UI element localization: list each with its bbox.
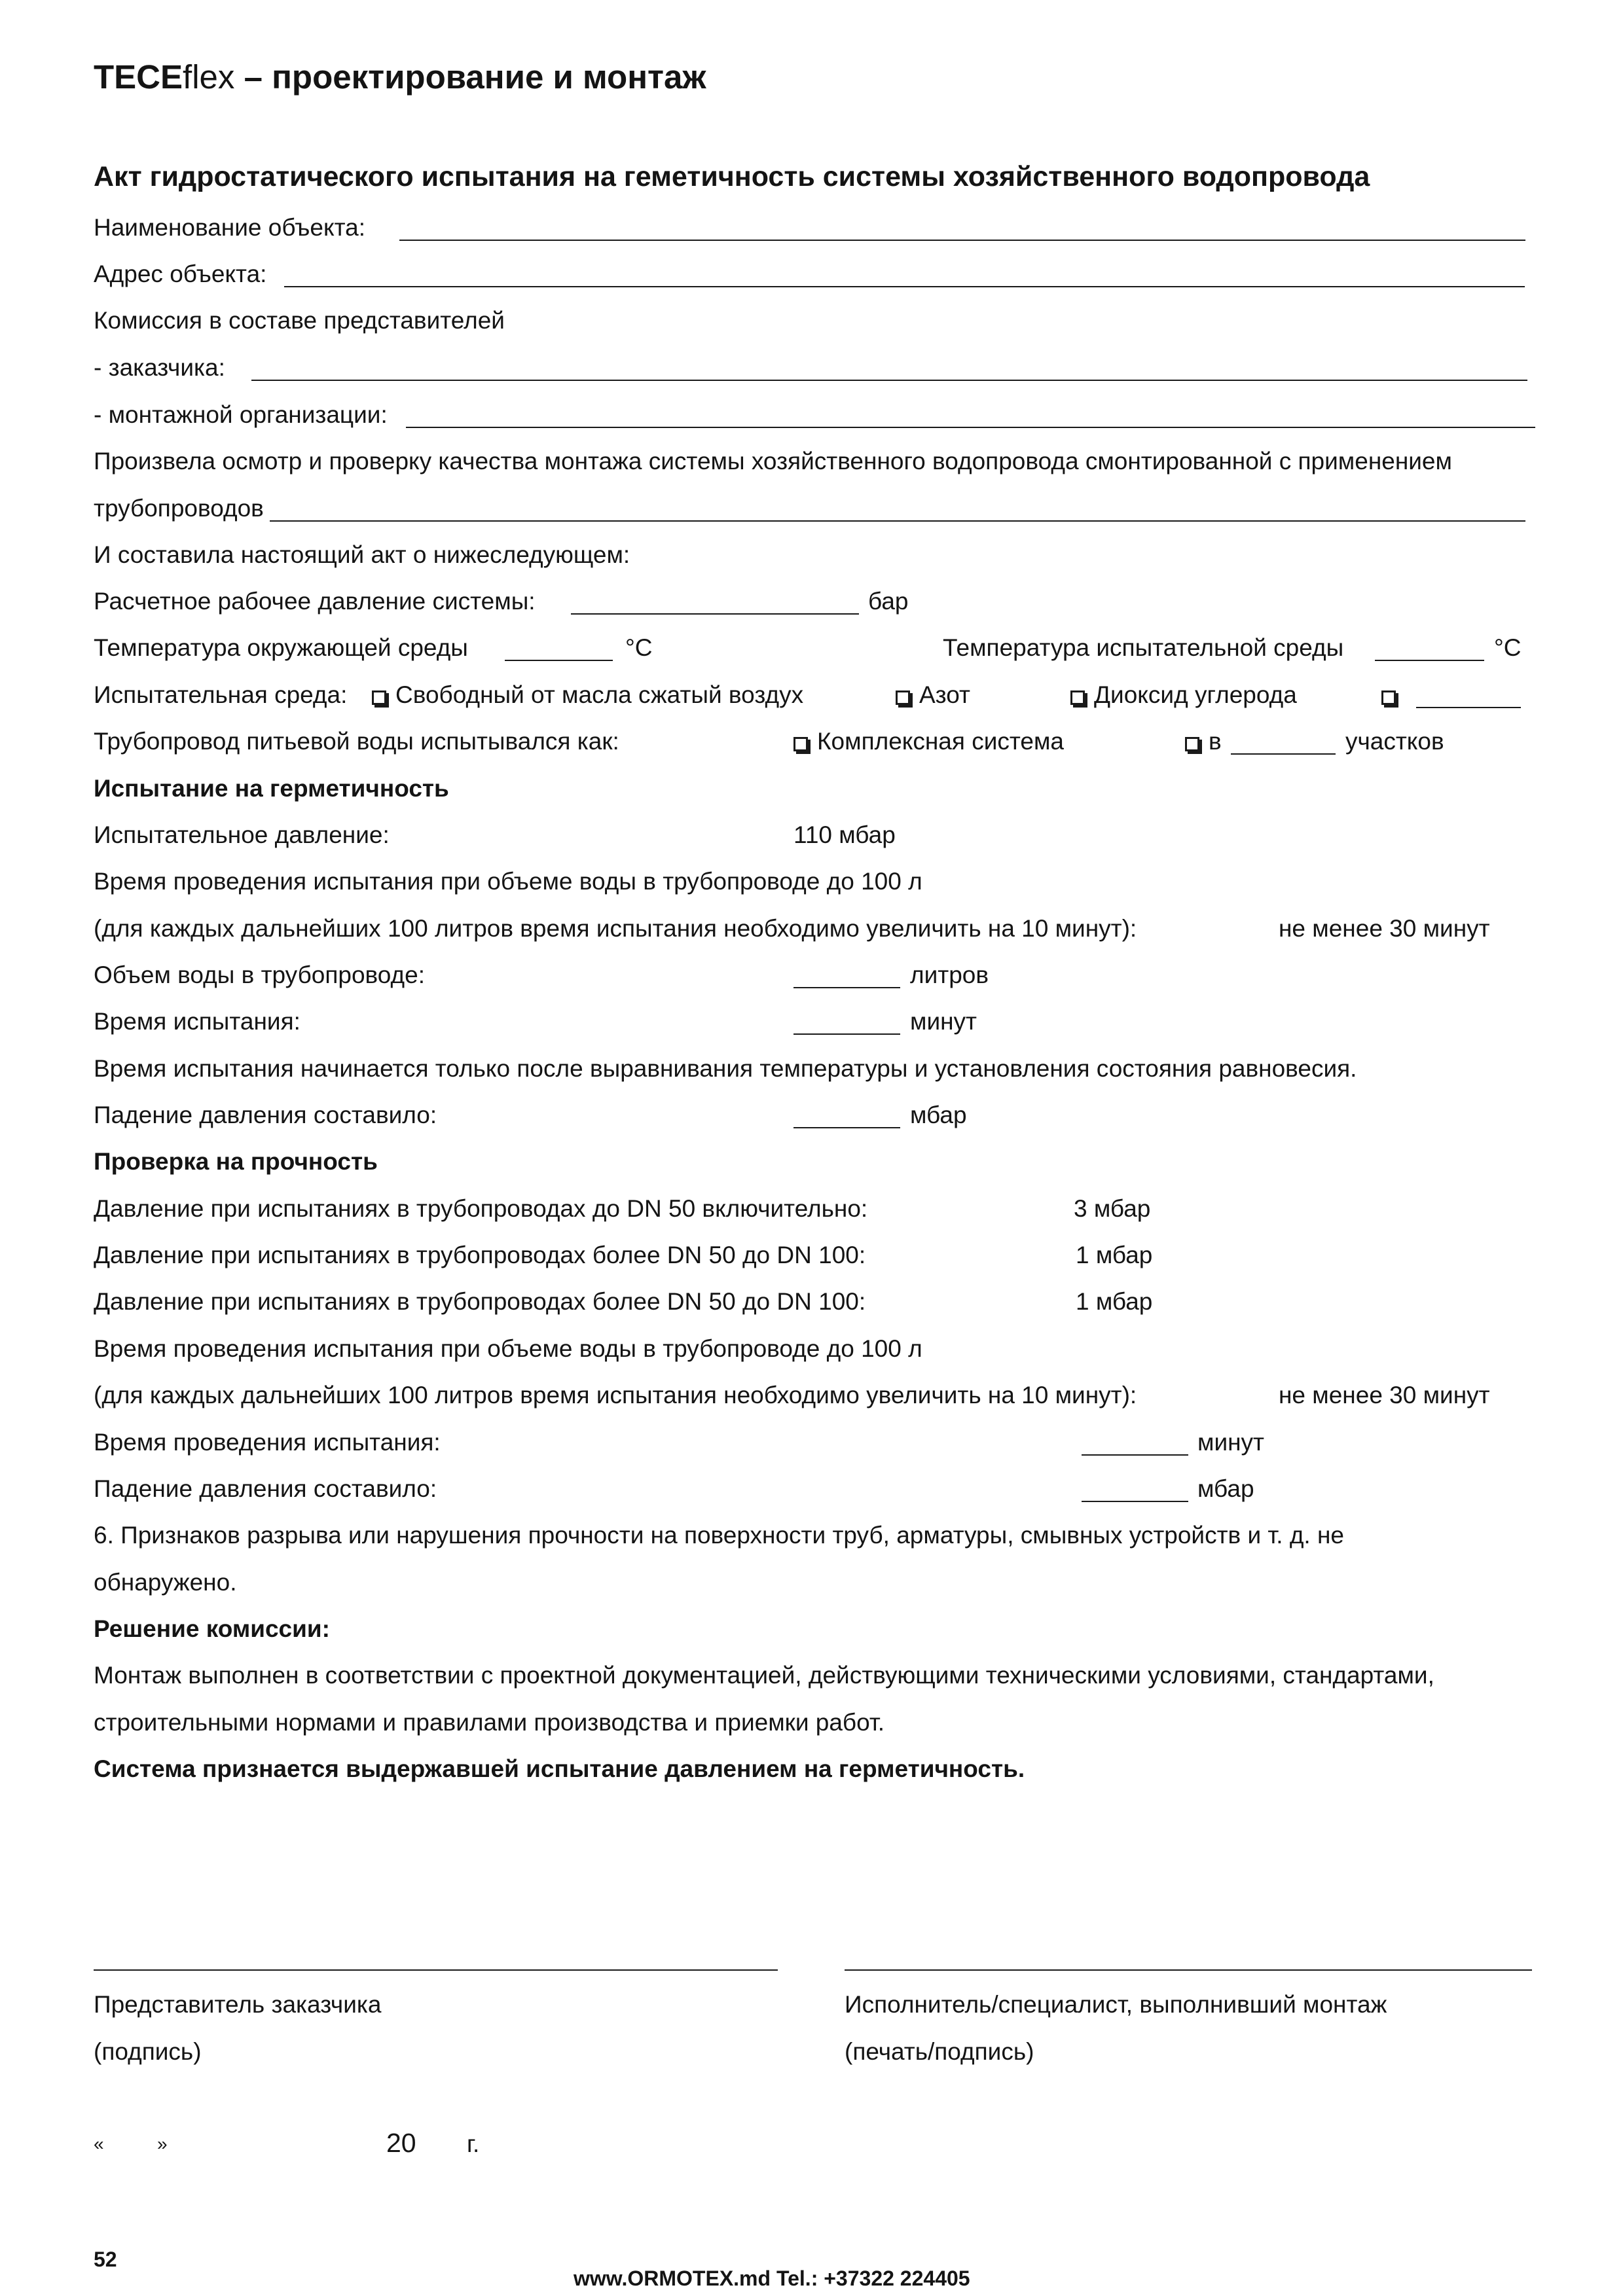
decision-conclusion: Система признается выдержавшей испытание давлением на герметичность. bbox=[94, 1755, 1025, 1782]
object-name-label: Наименование объекта: bbox=[94, 214, 366, 241]
strength-test-time-label: Время проведения испытания: bbox=[94, 1429, 441, 1456]
checkbox-icon bbox=[372, 691, 386, 705]
test-medium-label: Испытательная среда: bbox=[94, 681, 348, 708]
water-volume-unit: литров bbox=[910, 961, 989, 988]
pipeline-option-sections[interactable] bbox=[1185, 727, 1222, 756]
date-year-prefix: 20 bbox=[386, 2128, 416, 2158]
strength-row-value: 1 мбар bbox=[1076, 1242, 1153, 1268]
installer-signature-label: Исполнитель/специалист, выполнивший монтаж bbox=[845, 1991, 1387, 2018]
equilibrium-note: Время испытания начинается только после выравнивания температуры и установления состояния равновесия. bbox=[94, 1055, 1357, 1082]
ambient-temp-field[interactable] bbox=[505, 660, 613, 661]
tightness-pressure-drop-label: Падение давления составило: bbox=[94, 1102, 437, 1128]
medium-option-nitrogen[interactable] bbox=[896, 681, 970, 709]
strength-heading: Проверка на прочность bbox=[94, 1148, 378, 1175]
compiled-text: И составила настоящий акт о нижеследующем: bbox=[94, 541, 630, 568]
customer-signature-sub: (подпись) bbox=[94, 2038, 202, 2065]
pipeline-test-label: Трубопровод питьевой воды испытывался как: bbox=[94, 728, 619, 755]
medium-option-co2[interactable] bbox=[1070, 681, 1297, 709]
page-title bbox=[94, 58, 706, 97]
sections-label: участков bbox=[1345, 728, 1444, 755]
installer-signature-line[interactable] bbox=[845, 1969, 1532, 1971]
brand-bold: TECE bbox=[94, 58, 183, 96]
tightness-pressure-drop-field[interactable] bbox=[793, 1127, 900, 1128]
date-year-suffix: г. bbox=[467, 2130, 480, 2157]
test-pressure-value: 110 мбар bbox=[793, 821, 896, 848]
medium-option-air-label: Свободный от масла сжатый воздух bbox=[395, 681, 804, 708]
pipeline-option-complex[interactable] bbox=[793, 727, 1064, 756]
checkbox-icon bbox=[1185, 737, 1199, 751]
decision-heading: Решение комиссии: bbox=[94, 1615, 330, 1642]
customer-label: - заказчика: bbox=[94, 354, 225, 381]
object-address-label: Адрес объекта: bbox=[94, 260, 267, 287]
checkbox-icon bbox=[1381, 691, 1396, 705]
sections-count-field[interactable] bbox=[1231, 753, 1336, 755]
medium-option-nitrogen-label: Азот bbox=[919, 681, 970, 708]
commission-label: Комиссия в составе представителей bbox=[94, 307, 505, 334]
brand-light: flex bbox=[183, 58, 235, 96]
strength-row-label: Давление при испытаниях в трубопроводах до DN 50 включительно: bbox=[94, 1195, 868, 1222]
title-rest: – проектирование и монтаж bbox=[234, 58, 706, 96]
installer-label: - монтажной организации: bbox=[94, 401, 388, 428]
object-name-field[interactable] bbox=[399, 240, 1525, 241]
water-volume-field[interactable] bbox=[793, 987, 900, 988]
tightness-duration-line2: (для каждых дальнейших 100 литров время испытания необходимо увеличить на 10 минут): bbox=[94, 915, 1137, 942]
date-quote-open: « bbox=[94, 2134, 104, 2154]
footer-contact: www.ORMOTEX.md Tel.: +37322 224405 bbox=[574, 2267, 970, 2290]
strength-test-time-unit: минут bbox=[1197, 1429, 1264, 1456]
test-time-field[interactable] bbox=[793, 1033, 900, 1035]
installer-field[interactable] bbox=[406, 427, 1535, 428]
strength-test-time-field[interactable] bbox=[1082, 1454, 1188, 1456]
medium-option-other[interactable] bbox=[1381, 681, 1405, 709]
customer-signature-label: Представитель заказчика bbox=[94, 1991, 382, 2018]
test-pressure-label: Испытательное давление: bbox=[94, 821, 390, 848]
ambient-temp-unit: °С bbox=[625, 634, 653, 661]
strength-duration-line2: (для каждых дальнейших 100 литров время испытания необходимо увеличить на 10 минут): bbox=[94, 1382, 1137, 1408]
test-time-label: Время испытания: bbox=[94, 1008, 301, 1035]
water-volume-label: Объем воды в трубопроводе: bbox=[94, 961, 426, 988]
strength-row-value: 1 мбар bbox=[1076, 1288, 1153, 1315]
medium-other-field[interactable] bbox=[1416, 707, 1521, 708]
decision-line1: Монтаж выполнен в соответствии с проектной документацией, действующими техническими условиями, стандартами, bbox=[94, 1662, 1434, 1689]
no-damage-line1: 6. Признаков разрыва или нарушения прочности на поверхности труб, арматуры, смывных устройств и т. д. не bbox=[94, 1522, 1344, 1549]
strength-pressure-drop-unit: мбар bbox=[1197, 1475, 1254, 1502]
checkbox-icon bbox=[1070, 691, 1085, 705]
pipeline-option-in-label: в bbox=[1209, 728, 1222, 755]
test-time-unit: минут bbox=[910, 1008, 977, 1035]
inspection-text: Произвела осмотр и проверку качества монтажа системы хозяйственного водопровода смонтированной с применением bbox=[94, 448, 1452, 475]
act-title: Акт гидростатического испытания на геметичность системы хозяйственного водопровода bbox=[94, 161, 1370, 192]
pipelines-field[interactable] bbox=[270, 520, 1525, 522]
customer-field[interactable] bbox=[251, 380, 1527, 381]
design-pressure-field[interactable] bbox=[571, 613, 859, 615]
page-number: 52 bbox=[94, 2248, 117, 2271]
test-medium-temp-field[interactable] bbox=[1375, 660, 1484, 661]
strength-row-value: 3 мбар bbox=[1074, 1195, 1151, 1222]
strength-row-label: Давление при испытаниях в трубопроводах более DN 50 до DN 100: bbox=[94, 1242, 866, 1268]
installer-signature-sub: (печать/подпись) bbox=[845, 2038, 1034, 2065]
tightness-heading: Испытание на герметичность bbox=[94, 775, 449, 802]
decision-line2: строительными нормами и правилами производства и приемки работ. bbox=[94, 1709, 885, 1736]
design-pressure-label: Расчетное рабочее давление системы: bbox=[94, 588, 536, 615]
tightness-pressure-drop-unit: мбар bbox=[910, 1102, 967, 1128]
strength-pressure-drop-label: Падение давления составило: bbox=[94, 1475, 437, 1502]
no-damage-line2: обнаружено. bbox=[94, 1569, 237, 1596]
tightness-duration-value: не менее 30 минут bbox=[1279, 915, 1490, 942]
test-medium-temp-unit: °С bbox=[1494, 634, 1522, 661]
checkbox-icon bbox=[896, 691, 910, 705]
strength-pressure-drop-field[interactable] bbox=[1082, 1501, 1188, 1502]
pipeline-option-complex-label: Комплексная система bbox=[817, 728, 1064, 755]
checkbox-icon bbox=[793, 737, 808, 751]
medium-option-air[interactable] bbox=[372, 681, 803, 709]
test-medium-temp-label: Температура испытательной среды bbox=[943, 634, 1344, 661]
design-pressure-unit: бар bbox=[868, 588, 909, 615]
strength-duration-line1: Время проведения испытания при объеме воды в трубопроводе до 100 л bbox=[94, 1335, 922, 1362]
medium-option-co2-label: Диоксид углерода bbox=[1094, 681, 1297, 708]
ambient-temp-label: Температура окружающей среды bbox=[94, 634, 468, 661]
object-address-field[interactable] bbox=[284, 286, 1525, 287]
tightness-duration-line1: Время проведения испытания при объеме воды в трубопроводе до 100 л bbox=[94, 868, 922, 895]
customer-signature-line[interactable] bbox=[94, 1969, 778, 1971]
strength-row-label: Давление при испытаниях в трубопроводах более DN 50 до DN 100: bbox=[94, 1288, 866, 1315]
date-quote-close: » bbox=[157, 2134, 168, 2154]
pipelines-label: трубопроводов bbox=[94, 495, 264, 522]
strength-duration-value: не менее 30 минут bbox=[1279, 1382, 1490, 1408]
